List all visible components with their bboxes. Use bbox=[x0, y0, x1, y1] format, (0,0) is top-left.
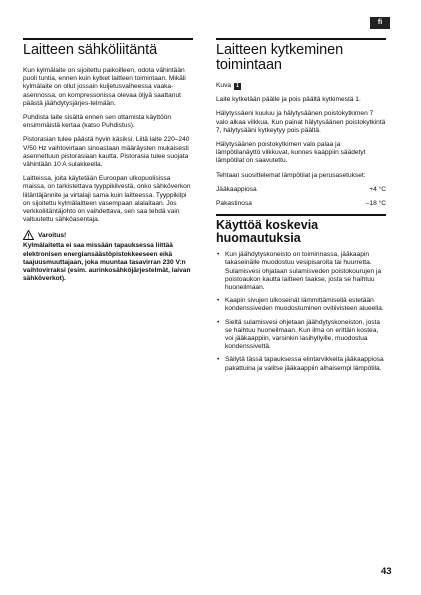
page-number: 43 bbox=[381, 566, 392, 577]
left-column bbox=[23, 38, 193, 289]
paragraph: Hälytysäänen poistokytkimen valo palaa ja lämpötilanäyttö vilkkuvat, kunnes kaappiin säädetyt lämpötilat on saavutettu. bbox=[216, 141, 366, 165]
section-subtitle-usage-notes: Käyttöä koskevia huomautuksia bbox=[216, 218, 319, 246]
paragraph: Laite kytketään päälle ja pois päältä kytkimestä 1. bbox=[216, 96, 361, 104]
warning-title: Varoitus! bbox=[38, 231, 67, 239]
paragraph: Tehtaan suosittelemat lämpötilat ja perusasetukset: bbox=[216, 171, 366, 179]
warning-text: Kylmälaitetta ei saa missään tapauksessa liittää elektronisen energiansäästöpistokkeeseen eikä taajuusmuuttajaan, joka muuntaa tasavirran 230 V:n vaihtovirraksi (esim. aurinkosähköjärjestelmät, laivan sähköverkot). bbox=[23, 242, 191, 283]
figure-reference bbox=[216, 82, 386, 90]
figure-label: Kuva bbox=[216, 82, 232, 89]
section-rule bbox=[23, 38, 193, 40]
list-item: • Sieltä sulamisvesi ohjetaan jäähdytyskoneiston, josta se haihtuu huoneilmaan. Kun ilma on erittäin kostea, voi jääkaappiin, varsinkin lasihyllyille, muodostua kondenssivettä. bbox=[216, 319, 386, 352]
right-column bbox=[216, 38, 386, 378]
warning-triangle-icon bbox=[23, 230, 34, 240]
temperature-value: +4 °C bbox=[369, 185, 386, 193]
list-item: • Säilytä tässä tapauksessa elintarvikkeita jääkaappiosa pakattuina ja valitse jääkaappiin alhaisempi lämpötila. bbox=[216, 356, 386, 372]
section-rule bbox=[216, 38, 386, 40]
paragraph: Puhdista laite sisältä ennen sen ottamista käyttöön ensimmäistä kertaa (katso Puhdistus). bbox=[23, 114, 172, 130]
temperature-label: Jääkaappiosa bbox=[216, 185, 257, 193]
usage-notes-list bbox=[216, 251, 386, 373]
section-rule bbox=[216, 214, 386, 216]
paragraph: Laitteissa, joita käytetään Euroopan ulkopuolisissa maissa, on tarkistettava tyyppikilvestä, onko sähköverkon liitäntäjännite ja virtalaji sama kuin laitteessa. Tyyppikilpi on sijoitettu kylmälaitteen vasempaan alalaitaan. Jos verkkoliitäntäjohto on vaihdettava, sen saa tehdä vain valtuutettu sähköasentaja. bbox=[23, 175, 191, 224]
figure-number-badge: 1 bbox=[234, 83, 241, 90]
temperature-value: –18 °C bbox=[365, 200, 386, 208]
list-item: • Kaapin sivujen ulkoseinät lämmittämisellä estetään kondenssiveden muodostuminen ovitiivisteen alueella. bbox=[216, 297, 386, 313]
list-item: • Kun jäähdytyskoneisto on toiminnassa, jääkaapin takaseinälle muodostuu vesipisaroita tai huurretta. Sulamisvesi ohjataan sulamisveden poistokourujen ja poistoaukon kautta laitteen taakse, josta se haihtuu huoneilmaan. bbox=[216, 251, 386, 292]
temperature-row-freezer bbox=[216, 200, 386, 208]
temperature-row-fridge bbox=[216, 186, 386, 194]
section-title-electrical: Laitteen sähköliitäntä bbox=[23, 42, 158, 58]
warning-heading bbox=[23, 230, 193, 240]
section-title-switch-on: Laitteen kytkeminen toimintaan bbox=[216, 42, 344, 73]
paragraph: Hälytyssäeni kuuluu ja hälytysäänen poistokytkimen 7 valo alkaa vilkkua. Kun painat hälytysäänen poistokytkintä 7, hälytysääni kytkeytyy pois päältä. bbox=[216, 110, 386, 134]
paragraph: Kun kylmälaite on sijoitettu paikoilleen, odota vähintään puoli tuntia, ennen kuin kytket laitteen toimintaan. Mikäli kylmälaite on ollut jossain kuljetusvaiheessa vaaka-asennossa, on kompressoriissa olevaa öljyä saattanut päästä jäähdytysjärjes-telmään. bbox=[23, 67, 186, 107]
temperature-label: Pakastinosa bbox=[216, 200, 252, 208]
paragraph: Pistorasian tulee päästä hyvin käsiksi. Liitä laite 220–240 V/50 Hz vaihtovirtaan sinoastaan määräysten mukaisesti asennettuun pistorasiaan kautta. Pistorasia tulee suojata vähintään 10 A sulakkeella. bbox=[23, 136, 190, 169]
language-badge: fi bbox=[370, 17, 390, 29]
